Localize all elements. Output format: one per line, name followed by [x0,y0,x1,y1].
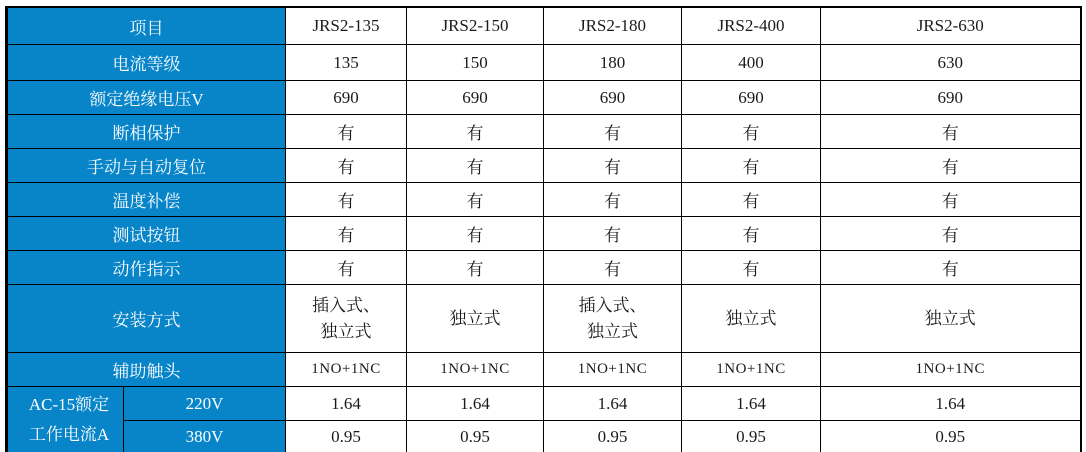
model-header-jrs2-630: JRS2-630 [821,7,1081,45]
value-cell [544,285,682,353]
value-cell: 1NO+1NC [682,353,821,387]
value-cell: 有 [544,115,682,149]
value-cell: 150 [407,45,544,81]
value-cell: 有 [821,149,1081,183]
value-cell: 有 [407,183,544,217]
row-mounting-type [7,285,1081,353]
value-cell: 有 [682,149,821,183]
value-cell: 1NO+1NC [286,353,407,387]
value-cell: 有 [407,149,544,183]
value-cell: 690 [682,81,821,115]
row-label-ac15-rated-current [7,387,124,452]
item-column-header: 项目 [7,7,286,45]
row-auxiliary-contact [7,353,1081,387]
value-cell: 有 [821,217,1081,251]
value-cell [682,285,821,353]
row-label-manual-auto-reset: 手动与自动复位 [7,149,286,183]
value-cell: 1.64 [682,387,821,421]
row-label-insulation-voltage: 额定绝缘电压V [7,81,286,115]
mount-line: 独立式 [924,308,976,328]
value-cell: 1NO+1NC [544,353,682,387]
value-cell: 有 [544,217,682,251]
value-cell: 0.95 [682,421,821,452]
value-cell [407,285,544,353]
value-cell: 1.64 [407,387,544,421]
value-cell: 有 [286,251,407,285]
value-cell: 有 [544,251,682,285]
voltage-380v-label: 380V [124,421,286,452]
mount-line: 独立式 [587,321,638,341]
row-label-current-rating: 电流等级 [7,45,286,81]
value-cell: 630 [821,45,1081,81]
value-cell: 400 [682,45,821,81]
value-cell: 有 [286,115,407,149]
value-cell: 有 [286,149,407,183]
value-cell: 690 [407,81,544,115]
product-spec-table [5,6,1082,452]
value-cell: 0.95 [286,421,407,452]
model-header-jrs2-180: JRS2-180 [544,7,682,45]
row-manual-auto-reset [7,149,1081,183]
header-row [7,7,1081,45]
row-label-mounting-type: 安装方式 [7,285,286,353]
voltage-220v-label: 220V [124,387,286,421]
value-cell: 1.64 [821,387,1081,421]
row-label-auxiliary-contact: 辅助触头 [7,353,286,387]
row-label-phase-loss-protection: 断相保护 [7,115,286,149]
row-trip-indicator [7,251,1081,285]
ac15-label-line2: 工作电流A [28,425,110,444]
value-cell: 有 [682,183,821,217]
value-cell: 有 [682,251,821,285]
value-cell: 有 [407,115,544,149]
mount-line: 插入式、 [578,295,647,315]
value-cell: 1.64 [286,387,407,421]
row-ac15-220v [7,387,1081,421]
model-header-jrs2-400: JRS2-400 [682,7,821,45]
value-cell: 0.95 [544,421,682,452]
value-cell: 180 [544,45,682,81]
row-label-trip-indicator: 动作指示 [7,251,286,285]
value-cell: 有 [821,183,1081,217]
model-header-jrs2-150: JRS2-150 [407,7,544,45]
value-cell [821,285,1081,353]
value-cell: 有 [286,183,407,217]
row-temperature-compensation [7,183,1081,217]
value-cell [286,285,407,353]
row-label-temperature-compensation: 温度补偿 [7,183,286,217]
value-cell: 有 [407,251,544,285]
row-test-button [7,217,1081,251]
value-cell: 135 [286,45,407,81]
row-label-test-button: 测试按钮 [7,217,286,251]
value-cell: 1NO+1NC [821,353,1081,387]
ac15-label-line1: AC-15额定 [28,395,110,414]
value-cell: 有 [286,217,407,251]
value-cell: 有 [407,217,544,251]
value-cell: 690 [286,81,407,115]
row-phase-loss-protection [7,115,1081,149]
value-cell: 1.64 [544,387,682,421]
value-cell: 690 [821,81,1081,115]
value-cell: 有 [821,251,1081,285]
model-header-jrs2-135: JRS2-135 [286,7,407,45]
value-cell: 1NO+1NC [407,353,544,387]
row-insulation-voltage [7,81,1081,115]
value-cell: 有 [821,115,1081,149]
value-cell: 690 [544,81,682,115]
row-current-rating [7,45,1081,81]
value-cell: 有 [544,183,682,217]
mount-line: 独立式 [725,308,777,328]
value-cell: 0.95 [821,421,1081,452]
mount-line: 插入式、 [312,295,380,315]
value-cell: 有 [682,217,821,251]
mount-line: 独立式 [320,321,372,341]
value-cell: 0.95 [407,421,544,452]
value-cell: 有 [682,115,821,149]
mount-line: 独立式 [449,308,501,328]
row-ac15-380v [7,421,1081,452]
value-cell: 有 [544,149,682,183]
